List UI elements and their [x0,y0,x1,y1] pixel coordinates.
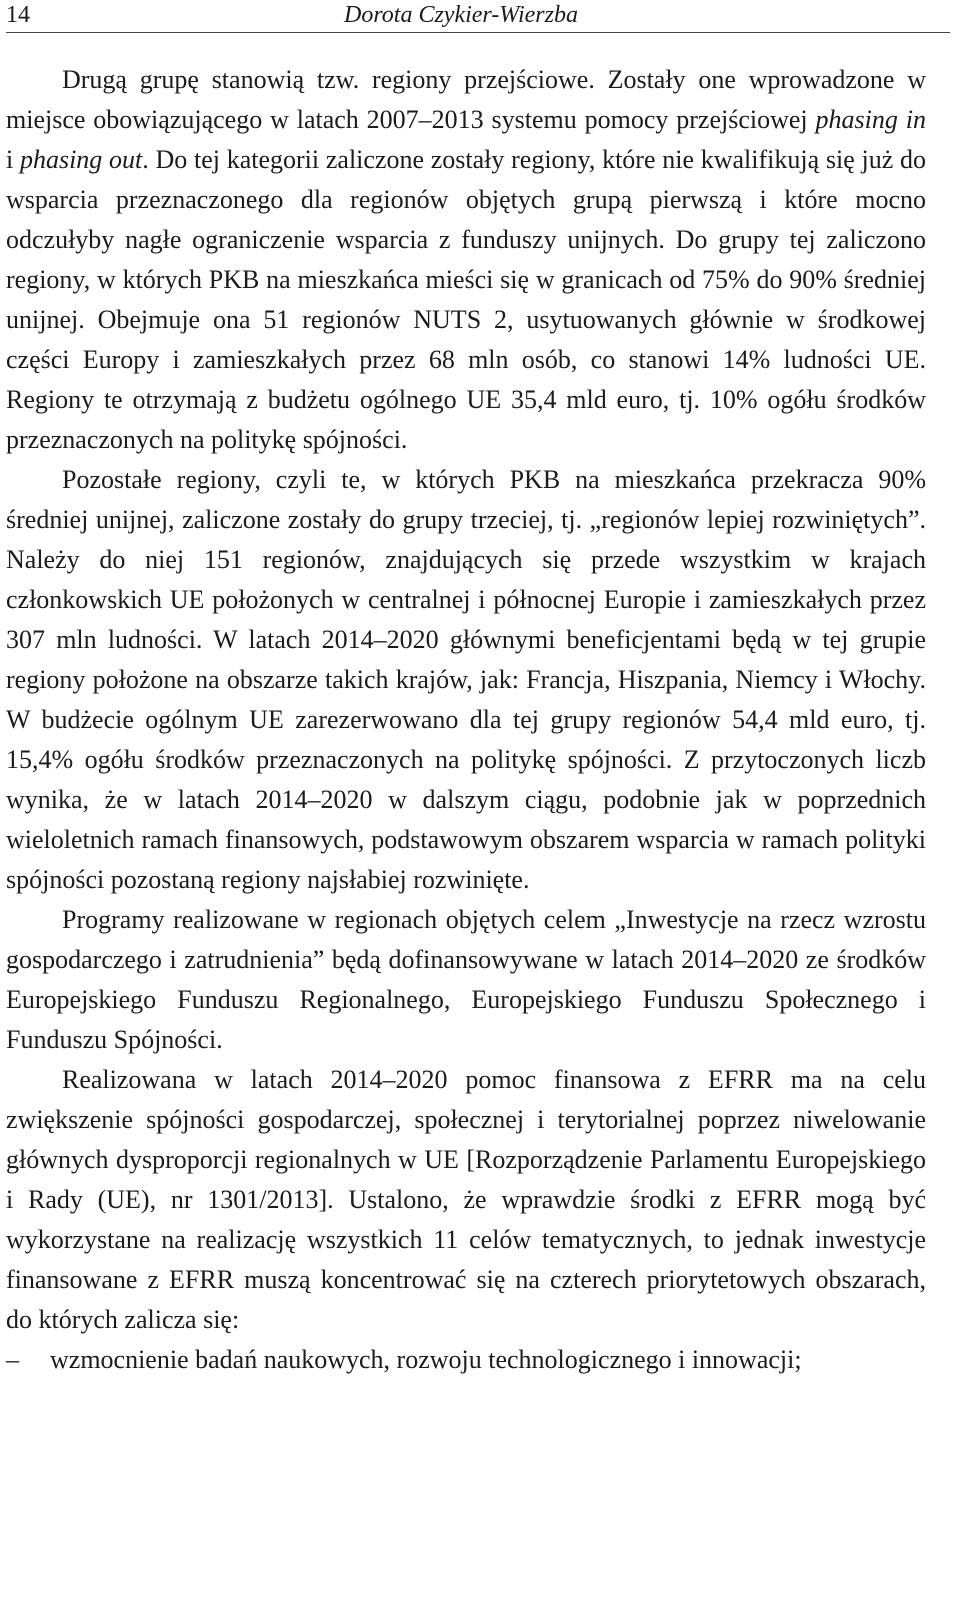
dash-bullet: – [6,1345,19,1374]
italic-term: phasing out [19,145,143,174]
page-header [6,0,950,33]
bullet-list [6,1340,926,1380]
paragraph: Drugą grupę stanowią tzw. regiony przejściowe. Zostały one wprowadzone w miejsce obowiązującego w latach 2007–2013 systemu pomocy przejściowej phasing in i phasing out. Do tej kategorii zaliczone zostały regiony, które nie kwalifikują się już do wsparcia przeznaczonego dla regionów objętych grupą pierwszą i które mocno odczułyby nagłe ograniczenie wsparcia z funduszy unijnych. Do grupy tej zaliczono regiony, w których PKB na mieszkańca mieści się w granicach od 75% do 90% średniej unijnej. Obejmuje ona 51 regionów NUTS 2, usytuowanych głównie w środkowej części Europy i zamieszkałych przez 68 mln osób, co stanowi 14% ludności UE. Regiony te otrzymają z budżetu ogólnego UE 35,4 mld euro, tj. 10% ogółu środków przeznaczonych na politykę spójności. [6,65,926,454]
running-head-author: Dorota Czykier-Wierzba [344,2,578,28]
list-item [6,1340,926,1380]
paragraph: Realizowana w latach 2014–2020 pomoc finansowa z EFRR ma na celu zwiększenie spójności gospodarczej, społecznej i terytorialnej poprzez niwelowanie głównych dysproporcji regionalnych w UE [Rozporządzenie Parlamentu Europejskiego i Rady (UE), nr 1301/2013]. Ustalono, że wprawdzie środki z EFRR mogą być wykorzystane na realizację wszystkich 11 celów tematycznych, to jednak inwestycje finansowane z EFRR muszą koncentrować się na czterech priorytetowych obszarach, do których zalicza się: [6,1065,926,1334]
page-number: 14 [6,2,30,28]
body-text [6,60,926,1380]
paragraph: Programy realizowane w regionach objętych celem „Inwestycje na rzecz wzrostu gospodarczego i zatrudnienia” będą dofinansowywane w latach 2014–2020 ze środków Europejskiego Funduszu Regionalnego, Europejskiego Funduszu Społecznego i Funduszu Spójności. [6,905,926,1054]
italic-term: phasing in [815,105,926,134]
list-item-text: wzmocnienie badań naukowych, rozwoju technologicznego i innowacji; [50,1345,802,1374]
paragraph: Pozostałe regiony, czyli te, w których PKB na mieszkańca przekracza 90% średniej unijnej, zaliczone zostały do grupy trzeciej, tj. „regionów lepiej rozwiniętych”. Należy do niej 151 regionów, znajdujących się przede wszystkim w krajach członkowskich UE położonych w centralnej i północnej Europie i zamieszkałych przez 307 mln ludności. W latach 2014–2020 głównymi beneficjentami będą w tej grupie regiony położone na obszarze takich krajów, jak: Francja, Hiszpania, Niemcy i Włochy. W budżecie ogólnym UE zarezerwowano dla tej grupy regionów 54,4 mld euro, tj. 15,4% ogółu środków przeznaczonych na politykę spójności. Z przytoczonych liczb wynika, że w latach 2014–2020 w dalszym ciągu, podobnie jak w poprzednich wieloletnich ramach finansowych, podstawowym obszarem wsparcia w ramach polityki spójności pozostaną regiony najsłabiej rozwinięte. [6,465,926,894]
